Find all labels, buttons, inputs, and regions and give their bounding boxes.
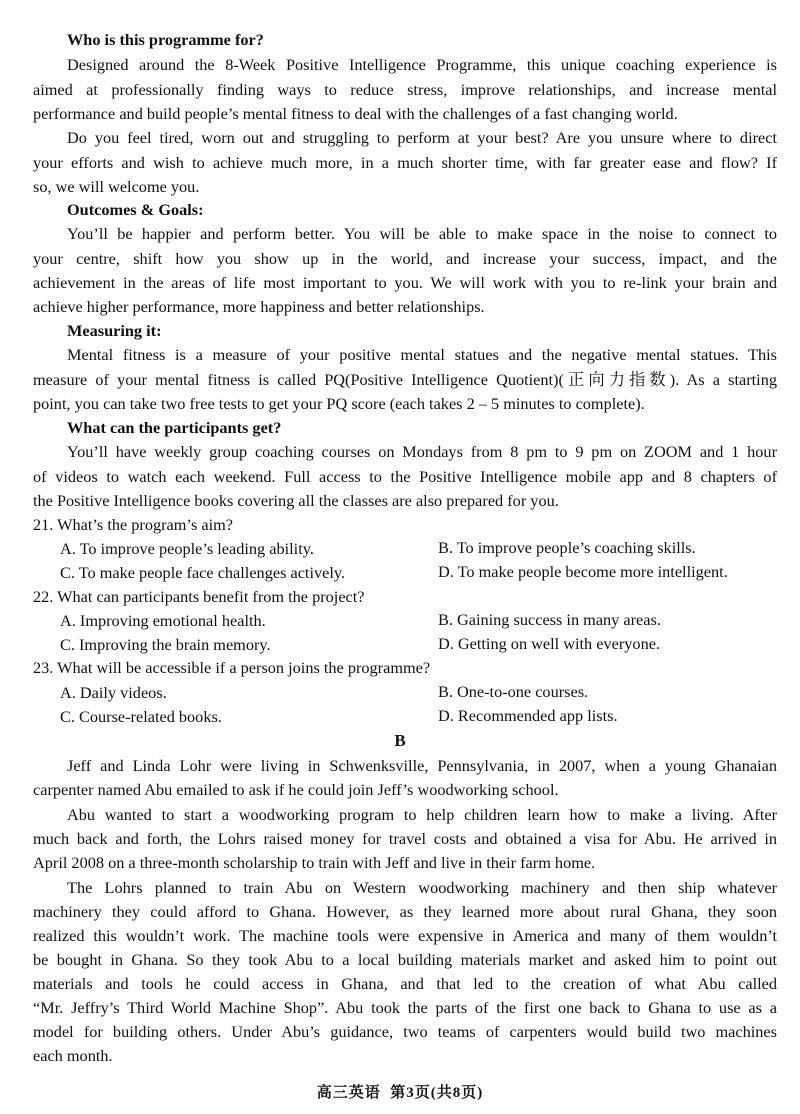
paragraph-line: achieve higher performance, more happiness and better relationships. xyxy=(33,297,485,316)
paragraph-line: Jeff and Linda Lohr were living in Schwenksville, Pennsylvania, in 2007, when a young Ghanaian xyxy=(67,756,777,775)
question-21-option-d: D. To make people become more intelligent. xyxy=(438,562,728,581)
paragraph-line: carpenter named Abu emailed to ask if he could join Jeff’s woodworking school. xyxy=(33,780,559,799)
section-heading-participants: What can the participants get? xyxy=(67,418,282,437)
passage-b-label: B xyxy=(394,731,406,750)
paragraph-line: You’ll have weekly group coaching courses on Mondays from 8 pm to 9 pm on ZOOM and 1 hour xyxy=(67,442,777,461)
paragraph-line: Abu wanted to start a woodworking program to help children learn how to make a living. After xyxy=(67,805,777,824)
paragraph-line: Do you feel tired, worn out and struggling to perform at your best? Are you unsure where to direct xyxy=(67,128,777,147)
question-23-option-d: D. Recommended app lists. xyxy=(438,706,618,725)
paragraph-line: The Lohrs planned to train Abu on Western woodworking machinery and then ship whatever xyxy=(67,878,777,897)
question-22-option-a: A. Improving emotional health. xyxy=(60,611,266,630)
paragraph-line: measure of your mental fitness is called PQ(Positive Intelligence Quotient)(正向力指数). As a starting xyxy=(33,370,777,389)
question-23-option-c: C. Course-related books. xyxy=(60,707,222,726)
paragraph-line: realized this wouldn’t work. The machine tools were expensive in America and many of them wouldn’t xyxy=(33,926,777,945)
paragraph-line: achievement in the areas of life most important to you. We will work with you to re-link your brain and xyxy=(33,273,777,292)
paragraph-line: “Mr. Jeffry’s Third World Machine Shop”. Abu took the parts of the first one back to Ghana to use as a xyxy=(33,998,777,1017)
section-heading-outcomes: Outcomes & Goals: xyxy=(67,200,204,219)
question-22-option-b: B. Gaining success in many areas. xyxy=(438,610,661,629)
page-footer: 高三英语 第3页(共8页) xyxy=(316,1085,484,1101)
paragraph-line: your efforts and wish to achieve much more, in a much shorter time, with far greater ease and flow? If xyxy=(33,153,777,172)
section-heading-measuring: Measuring it: xyxy=(67,321,162,340)
question-21-option-b: B. To improve people’s coaching skills. xyxy=(438,538,696,557)
question-22-option-d: D. Getting on well with everyone. xyxy=(438,634,661,653)
question-23-option-b: B. One-to-one courses. xyxy=(438,682,589,701)
question-22-option-c: C. Improving the brain memory. xyxy=(60,635,271,654)
paragraph-line: of videos to watch each weekend. Full access to the Positive Intelligence mobile app and 8 chapters of xyxy=(33,467,777,486)
paragraph-line: each month. xyxy=(33,1046,113,1065)
paragraph-line: Mental fitness is a measure of your positive mental statues and the negative mental statues. This xyxy=(67,345,777,364)
paragraph-line: model for building others. Under Abu’s guidance, two teams of carpenters would build two machines xyxy=(33,1022,777,1041)
paragraph-line: materials and tools he could access in Ghana, and that led to the creation of what Abu called xyxy=(33,974,777,993)
question-21-stem: 21. What’s the program’s aim? xyxy=(33,515,234,534)
paragraph-line: so, we will welcome you. xyxy=(33,177,200,196)
paragraph-line: Designed around the 8-Week Positive Intelligence Programme, this unique coaching experience is xyxy=(67,55,777,74)
paragraph-line: be bought in Ghana. So they took Abu to a local building materials market and asked him to point out xyxy=(33,950,777,969)
paragraph-line: your centre, shift how you show up in the world, and increase your success, impact, and the xyxy=(33,249,777,268)
paragraph-line: performance and build people’s mental fitness to deal with the challenges of a fast changing world. xyxy=(33,104,678,123)
question-22-stem: 22. What can participants benefit from the project? xyxy=(33,587,365,606)
paragraph-line: the Positive Intelligence books covering all the classes are also prepared for you. xyxy=(33,491,559,510)
paragraph-line: much back and forth, the Lohrs raised money for travel costs and obtained a visa for Abu. He arrived in xyxy=(33,829,777,848)
paragraph-line: machinery they could afford to Ghana. However, as they learned more about rural Ghana, they soon xyxy=(33,902,777,921)
paragraph-line: You’ll be happier and perform better. You will be able to make space in the noise to connect to xyxy=(67,224,777,243)
question-23-option-a: A. Daily videos. xyxy=(60,683,167,702)
question-23-stem: 23. What will be accessible if a person joins the programme? xyxy=(33,658,431,677)
question-21-option-a: A. To improve people’s leading ability. xyxy=(60,539,314,558)
paragraph-line: April 2008 on a three-month scholarship to train with Jeff and live in their farm home. xyxy=(33,853,596,872)
paragraph-line: aimed at professionally finding ways to reduce stress, improve relationships, and increase mental xyxy=(33,80,777,99)
question-21-option-c: C. To make people face challenges actively. xyxy=(60,563,346,582)
section-heading-who: Who is this programme for? xyxy=(67,30,264,49)
paragraph-line: point, you can take two free tests to get your PQ score (each takes 2 – 5 minutes to complete). xyxy=(33,394,645,413)
